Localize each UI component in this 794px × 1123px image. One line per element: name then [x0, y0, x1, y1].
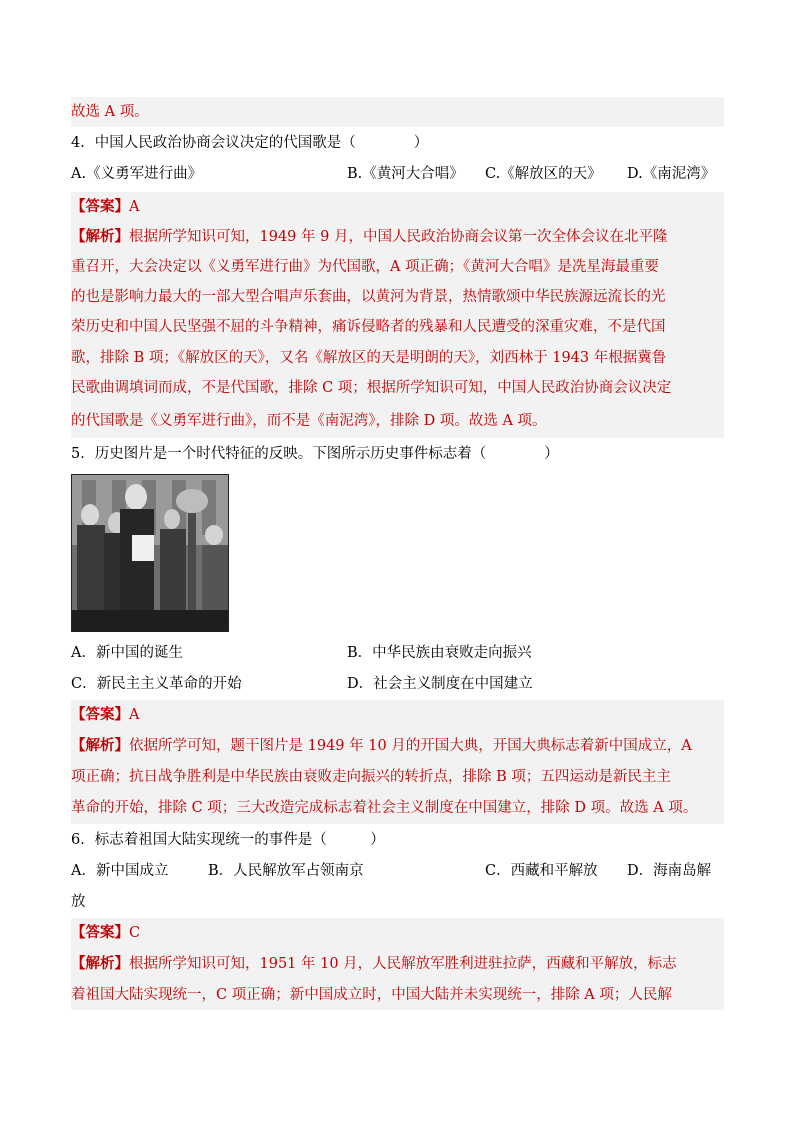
q6-option-c[interactable]: C．西藏和平解放 — [485, 863, 598, 879]
q4-stem: 4．中国人民政治协商会议决定的代国歌是（ ） — [71, 135, 429, 151]
answer-value: A — [129, 199, 140, 215]
q4-analysis-line: 【解析】根据所学知识可知，1949 年 9 月，中国人民政治协商会议第一次全体会议在北平隆 — [71, 228, 668, 245]
q6-analysis-line: 【解析】根据所学知识可知，1951 年 10 月，人民解放军胜利进驻拉萨，西藏和平解放，标志 — [71, 955, 677, 972]
q6-stem: 6．标志着祖国大陆实现统一的事件是（ ） — [71, 832, 385, 848]
q4-analysis-line: 荣历史和中国人民坚强不屈的斗争精神，痛诉侵略者的残暴和人民遭受的深重灾难，不是代国 — [71, 319, 666, 335]
q5-options-row2 — [71, 673, 724, 695]
q4-analysis-line: 民歌曲调填词而成，不是代国歌，排除 C 项；根据所学知识可知，中国人民政治协商会议决定 — [71, 380, 672, 396]
analysis-label: 【解析】 — [71, 955, 129, 972]
q4-options — [71, 163, 724, 185]
q6-options — [71, 860, 724, 882]
q5-analysis-line: 【解析】依据所学可知，题干图片是 1949 年 10 月的开国大典，开国大典标志着新中国成立，A — [71, 737, 692, 754]
q6-option-d-wrap: 放 — [71, 894, 86, 910]
q5-answer — [71, 700, 724, 730]
q4-option-d[interactable]: D.《南泥湾》 — [627, 166, 716, 182]
founding-ceremony-photo — [71, 474, 229, 632]
q5-analysis-line: 革命的开始，排除 C 项；三大改造完成标志着社会主义制度在中国建立，排除 D 项。故选 A 项。 — [71, 800, 698, 816]
q6-answer — [71, 918, 724, 948]
q4-option-c[interactable]: C.《解放区的天》 — [485, 166, 602, 182]
q4-analysis-line: 的代国歌是《义勇军进行曲》，而不是《南泥湾》，排除 D 项。故选 A 项。 — [71, 413, 547, 429]
q6-option-d[interactable]: D．海南岛解 — [627, 863, 712, 879]
q5-stem: 5．历史图片是一个时代特征的反映。下图所示历史事件标志着（ ） — [71, 446, 559, 462]
q4-analysis-line: 歌，排除 B 项；《解放区的天》，又名《解放区的天是明朗的天》，刘西林于 1943 年根据冀鲁 — [71, 350, 667, 366]
q6-analysis-line: 着祖国大陆实现统一，C 项正确；新中国成立时，中国大陆并未实现统一，排除 A 项；人民解 — [71, 987, 672, 1003]
q4-option-a[interactable]: A.《义勇军进行曲》 — [71, 166, 203, 182]
q5-option-c[interactable]: C．新民主主义革命的开始 — [71, 676, 242, 692]
q4-analysis-line: 重召开，大会决定以《义勇军进行曲》为代国歌，A 项正确；《黄河大合唱》是冼星海最重要 — [71, 259, 659, 275]
q6-option-a[interactable]: A．新中国成立 — [71, 863, 169, 879]
q5-option-d[interactable]: D．社会主义制度在中国建立 — [347, 676, 533, 692]
q5-option-a[interactable]: A．新中国的诞生 — [71, 645, 183, 661]
answer-label: 【答案】 — [71, 924, 129, 941]
q4-answer — [71, 192, 724, 222]
photo-illustration — [72, 475, 229, 632]
analysis-label: 【解析】 — [71, 228, 129, 245]
q4-analysis-line: 的也是影响力最大的一部大型合唱声乐套曲，以黄河为背景，热情歌颂中华民族源远流长的光 — [71, 289, 666, 305]
q6-option-b[interactable]: B．人民解放军占领南京 — [208, 863, 364, 879]
q5-options-row1 — [71, 642, 724, 664]
answer-label: 【答案】 — [71, 198, 129, 215]
q4-option-b[interactable]: B.《黄河大合唱》 — [347, 166, 464, 182]
answer-value: A — [129, 707, 140, 723]
q5-option-b[interactable]: B．中华民族由衰败走向振兴 — [347, 645, 532, 661]
q5-analysis-line: 项正确；抗日战争胜利是中华民族由衰败走向振兴的转折点，排除 B 项；五四运动是新民主主 — [71, 769, 671, 785]
analysis-label: 【解析】 — [71, 737, 129, 754]
answer-label: 【答案】 — [71, 706, 129, 723]
answer-value: C — [129, 925, 141, 941]
q3-conclusion: 故选 A 项。 — [71, 97, 724, 127]
